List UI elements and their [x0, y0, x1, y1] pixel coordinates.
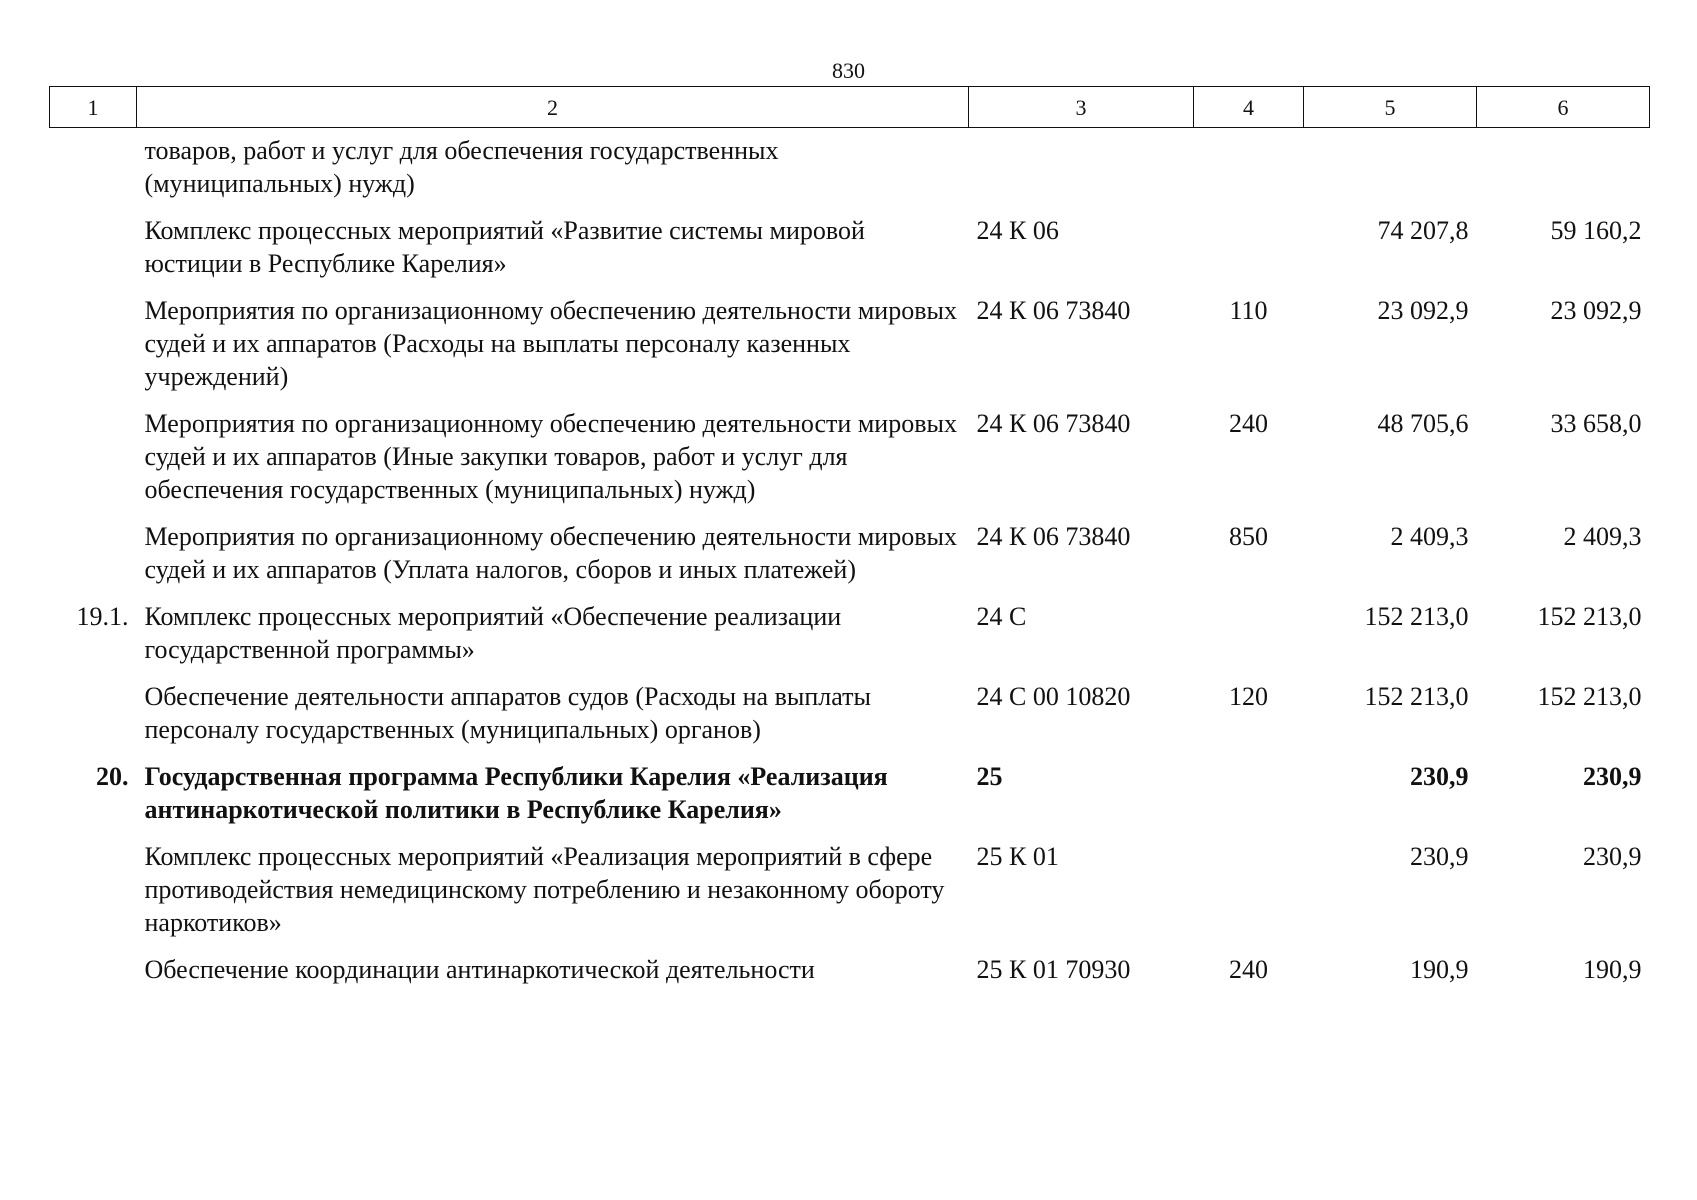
row-number [50, 407, 137, 520]
table-row [50, 953, 1650, 1000]
table-row [50, 680, 1650, 760]
row-number [50, 953, 137, 1000]
budget-code: 24 К 06 [976, 216, 1059, 245]
row-number [50, 214, 137, 294]
row-number [50, 128, 137, 215]
amount-col6: 33 658,0 [1550, 409, 1642, 438]
amount-col5 [1304, 128, 1477, 215]
column-header-4: 4 [1194, 87, 1304, 128]
item-name: товаров, работ и услуг для обеспечения государственных (муниципальных) нужд) [144, 136, 779, 198]
item-name: Мероприятия по организационному обеспечению деятельности мировых судей и их аппаратов (Иные закупки товаров, работ и услуг для обеспечения государственных (муниципальных) нужд) [144, 409, 957, 504]
table-body [50, 128, 1650, 1001]
expense-type [1194, 128, 1304, 215]
column-header-2: 2 [137, 87, 969, 128]
item-name: Комплекс процессных мероприятий «Развитие системы мировой юстиции в Республике Карелия» [144, 216, 865, 278]
amount-col6: 23 092,9 [1550, 296, 1642, 325]
budget-code: 25 К 01 [976, 842, 1059, 871]
item-name: Обеспечение координации антинаркотической деятельности [144, 955, 815, 984]
item-name: Комплекс процессных мероприятий «Реализация мероприятий в сфере противодействия немедицинскому потреблению и незаконному обороту наркотиков» [144, 842, 945, 937]
amount-col5: 23 092,9 [1377, 296, 1469, 325]
column-header-6: 6 [1477, 87, 1650, 128]
expense-type [1194, 600, 1304, 680]
budget-table [49, 86, 1650, 1000]
amount-col6: 2 409,3 [1563, 522, 1642, 551]
amount-col5: 152 213,0 [1364, 602, 1469, 631]
item-name: Мероприятия по организационному обеспечению деятельности мировых судей и их аппаратов (Расходы на выплаты персоналу казенных учреждений) [144, 296, 957, 391]
expense-type [1194, 840, 1304, 953]
row-number [50, 680, 137, 760]
expense-type: 110 [1229, 296, 1268, 325]
table-row [50, 600, 1650, 680]
expense-type: 240 [1229, 409, 1268, 438]
amount-col5: 74 207,8 [1377, 216, 1469, 245]
budget-code: 24 К 06 73840 [976, 409, 1131, 438]
table-row [50, 128, 1650, 215]
budget-code [969, 128, 1194, 215]
expense-type [1194, 214, 1304, 294]
expense-type: 850 [1229, 522, 1268, 551]
amount-col6: 230,9 [1583, 842, 1642, 871]
amount-col5: 190,9 [1410, 955, 1469, 984]
table-row [50, 294, 1650, 407]
table-row [50, 520, 1650, 600]
row-number: 20. [96, 762, 129, 791]
budget-code: 25 [976, 762, 1003, 791]
expense-type: 240 [1229, 955, 1268, 984]
expense-type [1194, 760, 1304, 840]
table-row [50, 214, 1650, 294]
expense-type: 120 [1229, 682, 1268, 711]
amount-col5: 152 213,0 [1364, 682, 1469, 711]
item-name: Мероприятия по организационному обеспечению деятельности мировых судей и их аппаратов (Уплата налогов, сборов и иных платежей) [144, 522, 957, 584]
item-name: Государственная программа Республики Карелия «Реализация антинаркотической политики в Республике Карелия» [144, 762, 888, 824]
amount-col5: 2 409,3 [1390, 522, 1469, 551]
row-number [50, 294, 137, 407]
amount-col6 [1477, 128, 1650, 215]
budget-code: 24 С 00 10820 [976, 682, 1131, 711]
budget-code: 24 К 06 73840 [976, 522, 1131, 551]
budget-code: 24 К 06 73840 [976, 296, 1131, 325]
budget-code: 25 К 01 70930 [976, 955, 1131, 984]
amount-col6: 59 160,2 [1550, 216, 1642, 245]
amount-col6: 190,9 [1583, 955, 1642, 984]
column-header-1: 1 [50, 87, 137, 128]
page-number: 830 [832, 58, 865, 83]
table-row [50, 407, 1650, 520]
table-row [50, 760, 1650, 840]
header-row [50, 87, 1650, 128]
amount-col6: 230,9 [1583, 762, 1642, 791]
amount-col5: 230,9 [1410, 762, 1469, 791]
table-row [50, 840, 1650, 953]
item-name: Обеспечение деятельности аппаратов судов (Расходы на выплаты персоналу государственных (муниципальных) органов) [144, 682, 871, 744]
amount-col5: 230,9 [1410, 842, 1469, 871]
item-name: Комплекс процессных мероприятий «Обеспечение реализации государственной программы» [144, 602, 842, 664]
amount-col6: 152 213,0 [1537, 682, 1642, 711]
row-number [50, 520, 137, 600]
amount-col5: 48 705,6 [1377, 409, 1469, 438]
row-number: 19.1. [76, 602, 129, 631]
column-header-3: 3 [969, 87, 1194, 128]
budget-code: 24 С [976, 602, 1027, 631]
column-header-5: 5 [1304, 87, 1477, 128]
table-header [50, 87, 1650, 128]
row-number [50, 840, 137, 953]
amount-col6: 152 213,0 [1537, 602, 1642, 631]
